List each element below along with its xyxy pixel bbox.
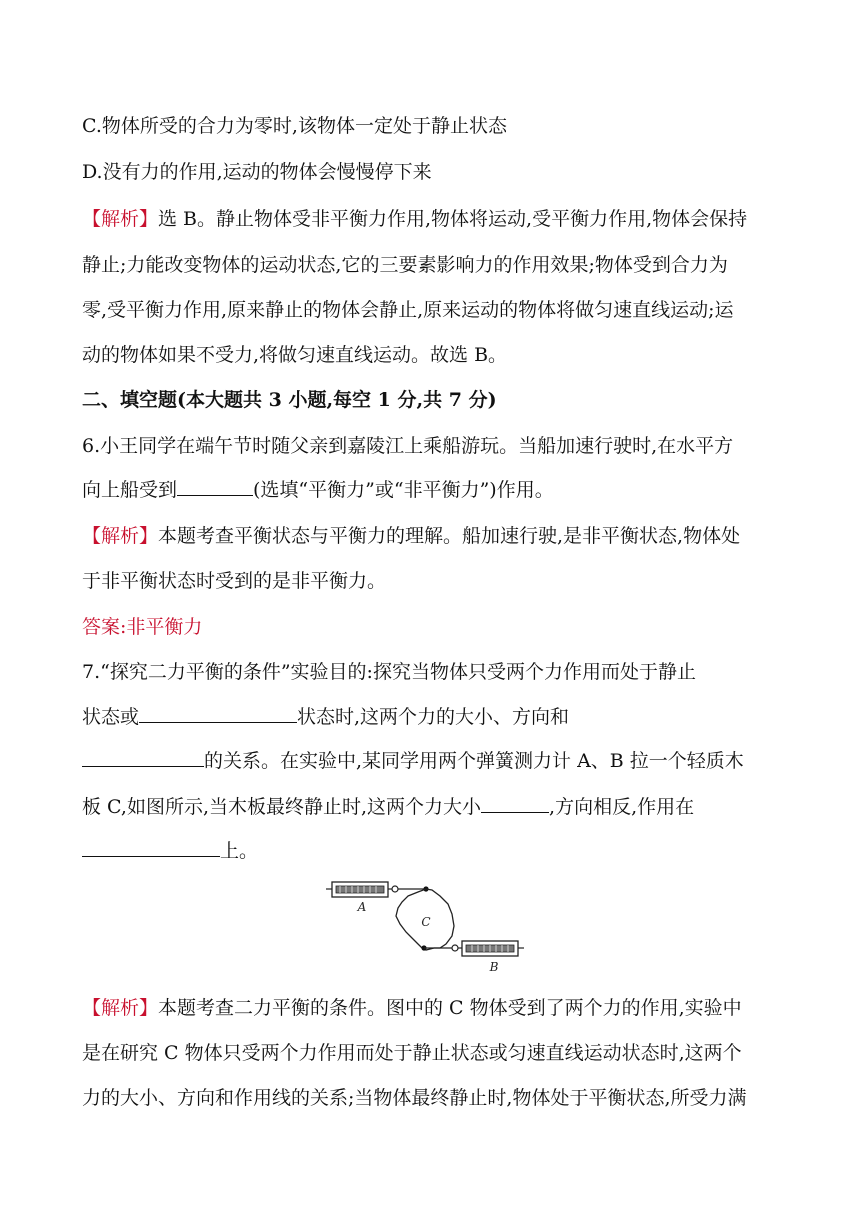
answer-blank[interactable]	[481, 794, 549, 813]
analysis-line: 静止;力能改变物体的运动状态,它的三要素影响力的作用效果;物体受到合力为	[82, 254, 728, 276]
analysis-text: 选 B。静止物体受非平衡力作用,物体将运动,受平衡力作用,物体会保持	[158, 208, 748, 230]
spring-scale-figure	[322, 874, 528, 980]
option-d: D.没有力的作用,运动的物体会慢慢停下来	[82, 161, 432, 183]
question-7: 上。	[82, 838, 258, 864]
spring-scale-a	[326, 882, 429, 897]
analysis-line	[82, 206, 747, 232]
analysis-tag: 【解析】	[82, 997, 159, 1019]
label-b: B	[489, 960, 499, 974]
answer-line: 答案:非平衡力	[82, 616, 203, 638]
analysis-text: 本题考查平衡状态与平衡力的理解。船加速行驶,是非平衡状态,物体处	[158, 525, 741, 547]
answer-blank[interactable]	[177, 477, 253, 496]
analysis-line: 于非平衡状态时受到的是非平衡力。	[82, 570, 387, 592]
analysis-line: 力的大小、方向和作用线的关系;当物体最终静止时,物体处于平衡状态,所受力满	[82, 1087, 747, 1109]
analysis-line: 零,受平衡力作用,原来静止的物体会静止,原来运动的物体将做匀速直线运动;运	[82, 299, 734, 321]
analysis-line	[82, 523, 740, 549]
question-7: 状态或 状态时,这两个力的大小、方向和	[82, 706, 570, 728]
analysis-line	[82, 995, 742, 1021]
answer-blank[interactable]	[82, 838, 220, 857]
question-6: 向上船受到 (选填“平衡力”或“非平衡力”)作用。	[82, 479, 554, 501]
question-7: 的关系。在实验中,某同学用两个弹簧测力计 A、B 拉一个轻质木	[82, 748, 744, 774]
label-a: A	[357, 900, 367, 914]
analysis-tag: 【解析】	[82, 525, 159, 547]
question-7: 7.“探究二力平衡的条件”实验目的:探究当物体只受两个力作用而处于静止	[82, 661, 696, 683]
label-c: C	[421, 915, 431, 929]
analysis-text: 本题考查二力平衡的条件。图中的 C 物体受到了两个力的作用,实验中	[158, 997, 742, 1019]
question-6: 6.小王同学在端午节时随父亲到嘉陵江上乘船游玩。当船加速行驶时,在水平方	[82, 435, 734, 457]
spring-scale-b	[421, 941, 524, 956]
analysis-line: 动的物体如果不受力,将做匀速直线运动。故选 B。	[82, 344, 508, 366]
answer-blank[interactable]	[139, 704, 297, 723]
question-7: 板 C,如图所示,当木板最终静止时,这两个力大小 ,方向相反,作用在	[82, 796, 695, 818]
analysis-tag: 【解析】	[82, 208, 159, 230]
option-c: C.物体所受的合力为零时,该物体一定处于静止状态	[82, 115, 507, 137]
answer-blank[interactable]	[82, 748, 204, 767]
section-heading: 二、填空题(本大题共 3 小题,每空 1 分,共 7 分)	[82, 389, 497, 411]
analysis-line: 是在研究 C 物体只受两个力作用而处于静止状态或匀速直线运动状态时,这两个	[82, 1042, 742, 1064]
